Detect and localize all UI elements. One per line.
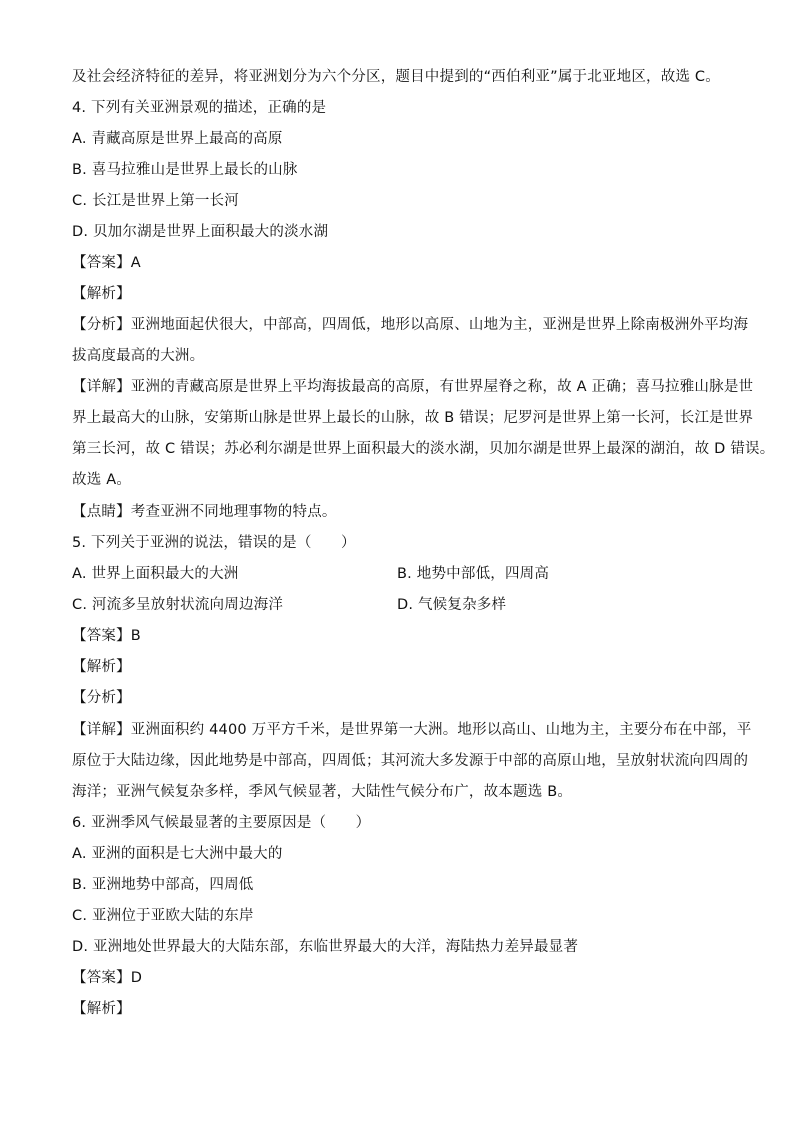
- question-5-option-a: A. 世界上面积最大的大洲: [72, 566, 239, 582]
- question-4-xiangjie-line-1: 【详解】亚洲的青藏高原是世界上平均海拔最高的高原，有世界屋脊之称，故 A 正确；喜马拉雅山脉是世: [72, 379, 754, 395]
- question-5-xiangjie-line-3: 海洋；亚洲气候复杂多样，季风气候显著，大陆性气候分布广，故本题选 B。: [72, 784, 573, 800]
- question-4-option-b: B. 喜马拉雅山是世界上最长的山脉: [72, 162, 298, 178]
- question-5-fenxi-heading: 【分析】: [72, 690, 131, 706]
- question-4-jiexi-heading: 【解析】: [72, 286, 131, 302]
- question-4-fenxi-line-2: 拔高度最高的大洲。: [72, 348, 205, 364]
- question-6-stem: 6. 亚洲季风气候最显著的主要原因是（ ）: [72, 815, 371, 831]
- question-6-option-a: A. 亚洲的面积是七大洲中最大的: [72, 846, 283, 862]
- paragraph-line: 及社会经济特征的差异，将亚洲划分为六个分区，题目中提到的“西伯利亚”属于北亚地区，故选 C。: [72, 69, 720, 85]
- question-4-answer: 【答案】A: [72, 255, 141, 271]
- question-4-fenxi-line-1: 【分析】亚洲地面起伏很大，中部高，四周低，地形以高原、山地为主，亚洲是世界上除南极洲外平均海: [72, 317, 749, 333]
- question-5-xiangjie-line-2: 原位于大陆边缘，因此地势是中部高，四周低；其河流大多发源于中部的高原山地，呈放射状流向四周的: [72, 753, 749, 769]
- question-4-stem: 4. 下列有关亚洲景观的描述，正确的是: [72, 100, 327, 116]
- question-4-option-d: D. 贝加尔湖是世界上面积最大的淡水湖: [72, 224, 329, 240]
- question-5-xiangjie-line-1: 【详解】亚洲面积约 4400 万平方千米，是世界第一大洲。地形以高山、山地为主，主要分布在中部，平: [72, 722, 752, 738]
- question-4-dianjing: 【点睛】考查亚洲不同地理事物的特点。: [72, 504, 337, 520]
- question-5-stem: 5. 下列关于亚洲的说法，错误的是（ ）: [72, 535, 356, 551]
- question-6-option-c: C. 亚洲位于亚欧大陆的东岸: [72, 908, 254, 924]
- question-4-xiangjie-line-4: 故选 A。: [72, 472, 132, 488]
- question-4-option-a: A. 青藏高原是世界上最高的高原: [72, 131, 283, 147]
- question-6-option-b: B. 亚洲地势中部高，四周低: [72, 877, 254, 893]
- question-6-option-d: D. 亚洲地处世界最大的大陆东部，东临世界最大的大洋，海陆热力差异最显著: [72, 939, 579, 955]
- question-4-xiangjie-line-3: 第三长河，故 C 错误；苏必利尔湖是世界上面积最大的淡水湖，贝加尔湖是世界上最深的湖泊，故 D 错误。: [72, 441, 775, 457]
- question-5-option-c: C. 河流多呈放射状流向周边海洋: [72, 597, 284, 613]
- question-6-jiexi-heading: 【解析】: [72, 1001, 131, 1017]
- question-4-xiangjie-line-2: 界上最高大的山脉，安第斯山脉是世界上最长的山脉，故 B 错误；尼罗河是世界上第一长河，长江是世界: [72, 410, 754, 426]
- question-5-jiexi-heading: 【解析】: [72, 659, 131, 675]
- question-5-option-d: D. 气候复杂多样: [397, 597, 507, 613]
- question-5-answer: 【答案】B: [72, 628, 141, 644]
- question-4-option-c: C. 长江是世界上第一长河: [72, 193, 239, 209]
- question-5-option-b: B. 地势中部低，四周高: [397, 566, 550, 582]
- question-6-answer: 【答案】D: [72, 970, 143, 986]
